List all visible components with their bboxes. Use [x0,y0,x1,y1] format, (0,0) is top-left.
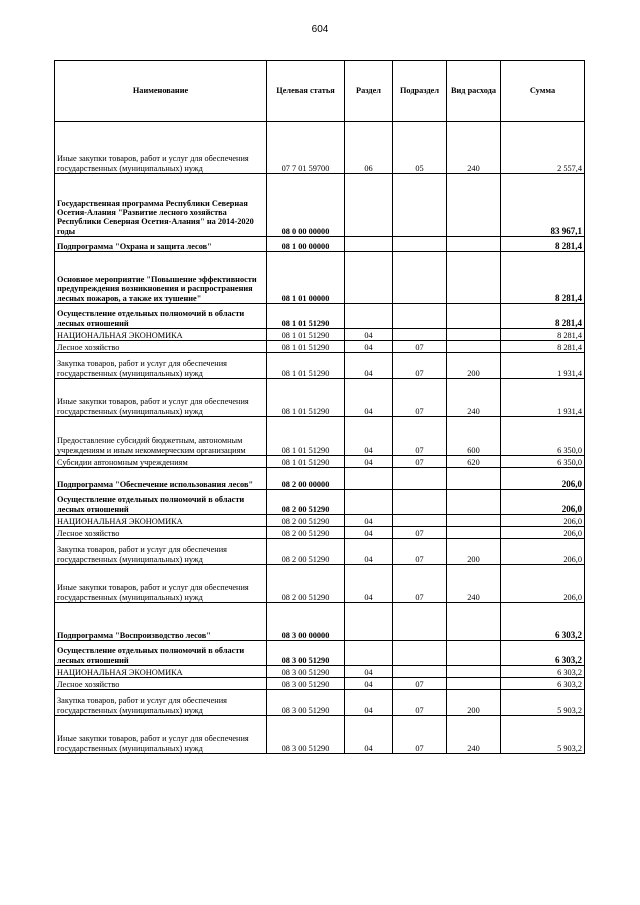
cell-name: Подпрограмма "Воспроизводство лесов" [55,603,267,641]
cell-amount: 1 931,4 [501,353,585,379]
cell-section: 04 [345,690,393,716]
table-row [55,353,585,379]
cell-subsection [393,468,447,490]
cell-amount: 206,0 [501,468,585,490]
cell-expense-type [447,468,501,490]
header-subsection: Подраздел [393,61,447,122]
cell-subsection [393,237,447,252]
cell-section: 04 [345,678,393,690]
cell-code: 08 1 00 00000 [267,237,345,252]
cell-name: Государственная программа Республики Северная Осетия-Алания "Развитие лесного хозяйства Республики Северная Осетия-Алания" на 2014-2020 годы [55,174,267,237]
cell-subsection: 07 [393,527,447,539]
table-row [55,690,585,716]
table-row [55,678,585,690]
table-row [55,716,585,754]
cell-expense-type: 240 [447,565,501,603]
table-row [55,456,585,468]
cell-subsection: 07 [393,379,447,417]
cell-subsection: 07 [393,565,447,603]
cell-amount: 6 303,2 [501,641,585,666]
cell-amount: 8 281,4 [501,341,585,353]
cell-subsection: 07 [393,678,447,690]
cell-code: 08 2 00 51290 [267,515,345,527]
cell-expense-type [447,174,501,237]
cell-amount: 206,0 [501,515,585,527]
cell-code: 08 3 00 51290 [267,678,345,690]
cell-subsection [393,252,447,304]
cell-name: Иные закупки товаров, работ и услуг для обеспечения государственных (муниципальных) нужд [55,716,267,754]
cell-expense-type: 600 [447,417,501,456]
table-row [55,341,585,353]
cell-subsection: 07 [393,690,447,716]
cell-subsection [393,174,447,237]
cell-expense-type [447,490,501,515]
page-number: 604 [311,24,329,35]
cell-section: 04 [345,666,393,678]
table-row [55,417,585,456]
cell-expense-type [447,527,501,539]
cell-amount: 2 557,4 [501,122,585,174]
cell-code: 08 3 00 51290 [267,641,345,666]
cell-code: 08 3 00 51290 [267,666,345,678]
cell-code: 08 2 00 51290 [267,490,345,515]
cell-name: Осуществление отдельных полномочий в области лесных отношений [55,490,267,515]
table-row [55,603,585,641]
cell-section [345,641,393,666]
table-row [55,122,585,174]
cell-code: 08 3 00 00000 [267,603,345,641]
cell-subsection: 07 [393,353,447,379]
cell-code: 08 1 01 51290 [267,304,345,329]
cell-expense-type [447,515,501,527]
table-row [55,641,585,666]
cell-name: Основное мероприятие "Повышение эффективности предупреждения возникновения и распространения лесных пожаров, а также их тушение" [55,252,267,304]
cell-code: 07 7 01 59700 [267,122,345,174]
table-row [55,666,585,678]
cell-code: 08 3 00 51290 [267,716,345,754]
cell-code: 08 1 01 51290 [267,341,345,353]
cell-expense-type: 620 [447,456,501,468]
cell-amount: 206,0 [501,539,585,565]
cell-section: 04 [345,527,393,539]
cell-code: 08 1 01 51290 [267,456,345,468]
cell-amount: 8 281,4 [501,252,585,304]
cell-subsection: 07 [393,417,447,456]
cell-subsection: 05 [393,122,447,174]
cell-name: Осуществление отдельных полномочий в области лесных отношений [55,641,267,666]
table-header [55,61,585,122]
cell-section [345,237,393,252]
cell-expense-type [447,641,501,666]
cell-code: 08 1 01 51290 [267,379,345,417]
cell-subsection [393,329,447,341]
cell-name: Субсидии автономным учреждениям [55,456,267,468]
table-row [55,515,585,527]
cell-name: НАЦИОНАЛЬНАЯ ЭКОНОМИКА [55,515,267,527]
cell-name: Иные закупки товаров, работ и услуг для обеспечения государственных (муниципальных) нужд [55,379,267,417]
header-section: Раздел [345,61,393,122]
cell-name: НАЦИОНАЛЬНАЯ ЭКОНОМИКА [55,666,267,678]
cell-name: Иные закупки товаров, работ и услуг для обеспечения государственных (муниципальных) нужд [55,565,267,603]
cell-code: 08 2 00 51290 [267,539,345,565]
cell-amount: 6 303,2 [501,603,585,641]
table-row [55,490,585,515]
cell-section [345,603,393,641]
cell-code: 08 2 00 51290 [267,527,345,539]
cell-section: 04 [345,539,393,565]
cell-amount: 1 931,4 [501,379,585,417]
cell-section: 04 [345,353,393,379]
cell-code: 08 1 01 51290 [267,329,345,341]
budget-table [54,60,585,754]
cell-subsection [393,603,447,641]
cell-amount: 6 350,0 [501,417,585,456]
cell-code: 08 1 01 51290 [267,353,345,379]
cell-amount: 8 281,4 [501,237,585,252]
cell-section: 04 [345,379,393,417]
cell-amount: 6 350,0 [501,456,585,468]
cell-section: 04 [345,329,393,341]
cell-section [345,304,393,329]
table-row [55,539,585,565]
table-row [55,468,585,490]
cell-expense-type [447,329,501,341]
cell-code: 08 3 00 51290 [267,690,345,716]
cell-subsection: 07 [393,341,447,353]
cell-subsection: 07 [393,539,447,565]
cell-section [345,174,393,237]
cell-expense-type [447,666,501,678]
cell-expense-type: 200 [447,690,501,716]
cell-name: Лесное хозяйство [55,341,267,353]
cell-amount: 83 967,1 [501,174,585,237]
cell-name: Лесное хозяйство [55,678,267,690]
cell-subsection: 07 [393,456,447,468]
cell-expense-type: 200 [447,353,501,379]
table-row [55,304,585,329]
cell-expense-type [447,603,501,641]
cell-name: Закупка товаров, работ и услуг для обеспечения государственных (муниципальных) нужд [55,690,267,716]
cell-section [345,490,393,515]
cell-section: 04 [345,515,393,527]
cell-name: Предоставление субсидий бюджетным, автономным учреждениям и иным некоммерческим организациям [55,417,267,456]
cell-amount: 206,0 [501,565,585,603]
table-row [55,174,585,237]
cell-name: Лесное хозяйство [55,527,267,539]
cell-name: Осуществление отдельных полномочий в области лесных отношений [55,304,267,329]
cell-expense-type [447,237,501,252]
cell-section: 04 [345,565,393,603]
cell-subsection: 07 [393,716,447,754]
cell-amount: 206,0 [501,527,585,539]
cell-amount: 8 281,4 [501,329,585,341]
cell-section: 06 [345,122,393,174]
cell-expense-type [447,341,501,353]
cell-section: 04 [345,716,393,754]
cell-expense-type: 240 [447,379,501,417]
cell-expense-type: 240 [447,716,501,754]
table-row [55,379,585,417]
cell-amount: 5 903,2 [501,716,585,754]
cell-name: НАЦИОНАЛЬНАЯ ЭКОНОМИКА [55,329,267,341]
table-row [55,252,585,304]
cell-amount: 206,0 [501,490,585,515]
cell-subsection [393,304,447,329]
cell-section [345,468,393,490]
table-row [55,527,585,539]
header-expense-type: Вид расхода [447,61,501,122]
cell-code: 08 1 01 00000 [267,252,345,304]
cell-subsection [393,490,447,515]
table-row [55,565,585,603]
cell-code: 08 2 00 51290 [267,565,345,603]
cell-expense-type [447,252,501,304]
cell-amount: 6 303,2 [501,678,585,690]
table-body [55,122,585,754]
cell-name: Подпрограмма "Обеспечение использования лесов" [55,468,267,490]
cell-expense-type [447,678,501,690]
cell-code: 08 2 00 00000 [267,468,345,490]
table-row [55,329,585,341]
cell-expense-type: 200 [447,539,501,565]
header-amount: Сумма [501,61,585,122]
cell-section: 04 [345,341,393,353]
cell-name: Закупка товаров, работ и услуг для обеспечения государственных (муниципальных) нужд [55,353,267,379]
table-row [55,237,585,252]
cell-subsection [393,515,447,527]
cell-amount: 5 903,2 [501,690,585,716]
header-code: Целевая статья [267,61,345,122]
cell-section: 04 [345,456,393,468]
cell-amount: 8 281,4 [501,304,585,329]
cell-section: 04 [345,417,393,456]
cell-expense-type [447,304,501,329]
cell-name: Подпрограмма "Охрана и защита лесов" [55,237,267,252]
cell-section [345,252,393,304]
cell-amount: 6 303,2 [501,666,585,678]
cell-subsection [393,666,447,678]
cell-name: Иные закупки товаров, работ и услуг для обеспечения государственных (муниципальных) нужд [55,122,267,174]
cell-expense-type: 240 [447,122,501,174]
header-row [55,61,585,122]
header-name: Наименование [55,61,267,122]
cell-name: Закупка товаров, работ и услуг для обеспечения государственных (муниципальных) нужд [55,539,267,565]
cell-code: 08 1 01 51290 [267,417,345,456]
cell-code: 08 0 00 00000 [267,174,345,237]
cell-subsection [393,641,447,666]
